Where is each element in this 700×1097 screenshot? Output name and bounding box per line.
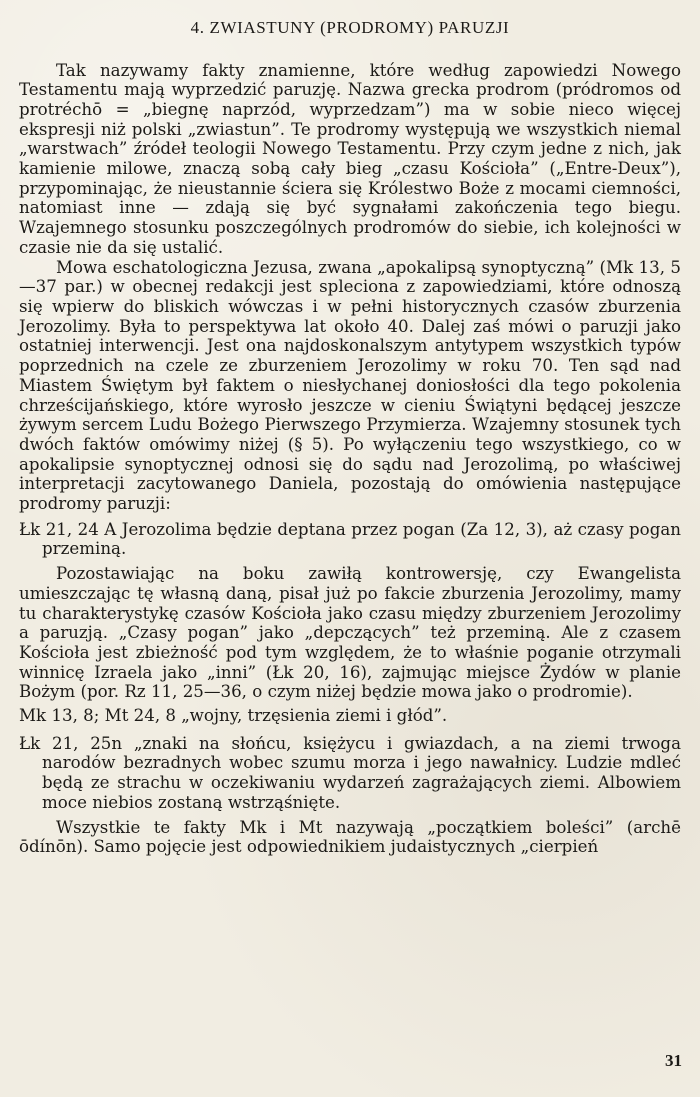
page-body — [19, 61, 681, 857]
section-heading: 4. ZWIASTUNY (PRODROMY) PARUZJI — [190, 18, 510, 37]
paragraph-commentary: Pozostawiając na boku zawiłą kontrowersję, czy Ewangelista umieszczając tę własną daną, pisał już po fakcie zburzenia Jerozolimy, mamy tu charakterystykę czasów Kościoła jako czasu między zburzeniem Jerozolimy a paruzją. „Czasy pogan” jako „depczących” też przeminą. Ale z czasem Kościoła jest zbieżność pod tym względem, że to właśnie poganie otrzymali winnicę Izraela jako „inni” (Łk 20, 16), zajmując miejsce Żydów w planie Bożym (por. Rz 11, 25—36, o czym niżej będzie mowa jako o prodromie). — [19, 564, 681, 702]
scripture-quote-luke-21-24: Łk 21, 24 A Jerozolima będzie deptana przez pogan (Za 12, 3), aż czasy pogan przeminą. — [19, 519, 681, 559]
scripture-quote-luke-21-25: Łk 21, 25n „znaki na słońcu, księżycu i gwiazdach, a na ziemi trwoga narodów bezradnych wobec szumu morza i jego nawałnicy. Ludzie mdleć będą ze strachu w oczekiwaniu wydarzeń zagrażających ziemi. Albowiem moce niebios zostaną wstrząśnięte. — [19, 733, 681, 812]
paragraph-eschatological-speech: Mowa eschatologiczna Jezusa, zwana „apokalipsą synoptyczną” (Mk 13, 5—37 par.) w obecnej redakcji jest spleciona z zapowiedziami, które odnoszą się wpierw do bliskich wówczas i w pełni historycznych czasów zburzenia Jerozolimy. Była to perspektywa lat około 40. Dalej zaś mówi o paruzji jako ostatniej interwencji. Jest ona najdoskonalszym antytypem wszystkich typów poprzednich na czele ze zburzeniem Jerozolimy w roku 70. Ten sąd nad Miastem Świętym był faktem o niesłychanej doniosłości dla tego pokolenia chrześcijańskiego, które wyrosło jeszcze w cieniu Świątyni będącej jeszcze żywym sercem Ludu Bożego Pierwszego Przymierza. Wzajemny stosunek tych dwóch faktów omówimy niżej (§ 5). Po wyłączeniu tego wszystkiego, co w apokalipsie synoptycznej odnosi się do sądu nad Jerozolimą, po właściwej interpretacji zacytowanego Daniela, pozostają do omówienia następujące prodromy paruzji: — [19, 257, 681, 514]
paragraph-intro: Tak nazywamy fakty znamienne, które według zapowiedzi Nowego Testamentu mają wyprzedzić paruzję. Nazwa grecka prodrom (pródromos od protréchō = „biegnę naprzód, wyprzedzam”) ma w sobie nieco więcej ekspresji niż polski „zwiastun”. Te prodromy występują we wszystkich niemal „warstwach” źródeł teologii Nowego Testamentu. Przy czym jedne z nich, jak kamienie milowe, znaczą sobą cały bieg „czasu Kościoła” („Entre-Deux”), przypominając, że nieustannie ściera się Królestwo Boże z mocami ciemności, natomiast inne — zdają się być sygnałami zakończenia tego biegu. Wzajemnego stosunku poszczególnych prodromów do siebie, ich kolejności w czasie nie da się ustalić. — [19, 60, 681, 257]
page-number: 31 — [665, 1051, 682, 1070]
scripture-quote-mark-13-8: Mk 13, 8; Mt 24, 8 „wojny, trzęsienia ziemi i głód”. — [19, 706, 448, 726]
paragraph-closing: Wszystkie te fakty Mk i Mt nazywają „początkiem boleści” (archē ōdínōn). Samo pojęcie jest odpowiednikiem judaistycznych „cierpień — [19, 817, 681, 857]
